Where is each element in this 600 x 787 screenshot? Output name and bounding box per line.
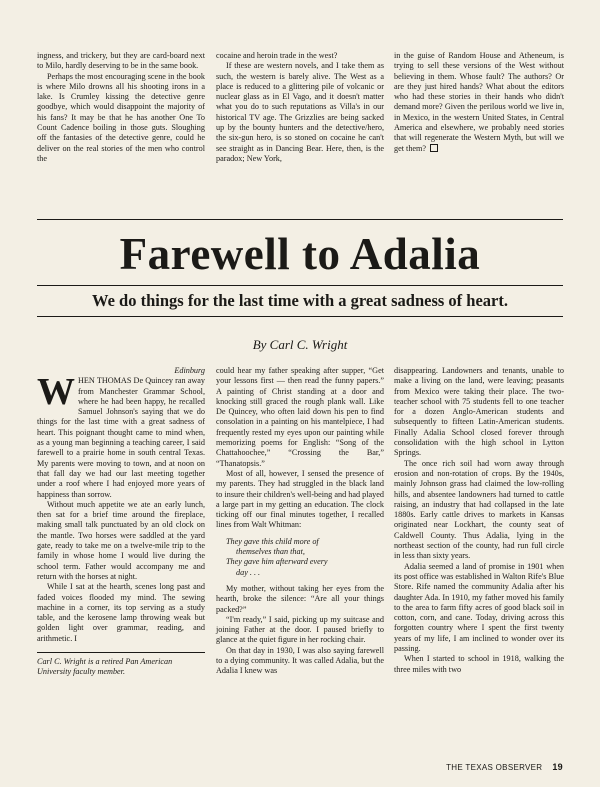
article-column-2 [216,366,384,677]
top-column-1 [37,51,205,164]
paragraph: “I'm ready,” I said, picking up my suitcase and joining Father at the door. I paused briefly to glance at the quiet figure in her rocking chair. [216,614,384,645]
poem-line: themselves than that, [236,547,305,557]
article-byline: By Carl C. Wright [252,337,348,352]
top-column-3 [394,51,564,154]
page-footer [446,762,563,772]
paragraph: While I sat at the hearth, scenes long past and faded voices flooded my mind. The sewing machine in a corner, its top serving as a study table, and the kerosene lamp throwing weak but golden light over grammar, reading, and arithmetic. I [37,582,205,643]
poem-line: They gave this child more of [226,536,319,546]
paragraph: If these are western novels, and I take them as such, the western is barely alive. The West as a place is reduced to a glittering pile of volcanic or nuclear glass as in El Vago, and it doesn't matter what you do to such reputations as Villa's in our historical TV age. The Grizzlies are being sacked up by the bounty hunters and the detective/hero, the six-gun hero, is so stoned on cocaine he can't see straight as in Dancing Bear. Here, then, is the paradox; New York, [216,61,384,163]
poem-line: They gave him afterward every [226,557,328,567]
paragraph: cocaine and heroin trade in the west? [216,51,338,60]
poem-quote [226,537,384,578]
paragraph: could hear my father speaking after supper, “Get your lessons first — then read the funny papers.” A painting of Christ standing at a door and knocking still graced the rough plank wall. Like De Quincey, who often laid down his pen to find consolation in a painting on his mantelpiece, I had frequently rested my eyes upon our painting while memorizing poems for English: “Song of the Chattahoochee,” “Crossing the Bar,” “Thanatopsis.” [216,366,384,468]
drop-cap: W [37,371,75,414]
lead-text: HEN THOMAS De Quincey ran away from Manchester Grammar School, where he had been happy, he recalled Samuel Johnson's saying that we do things for the last time with a great sadness of heart. This poignant thought came to mind when, as a young man beginning a teaching career, I said farewell to a prairie home in south central Texas. My parents were moving to town, and at noon on that fall day we had our last meeting together under a roof where I had enjoyed more years of happiness than sorrow. [37,376,205,499]
divider [37,652,205,653]
paragraph-text: in the guise of Random House and Atheneum, is trying to sell these versions of the West without believing in them. Whose fault? The authors? Or are they just hired hands? What about the editors who had these stories in their hands who didn't demand more? Given the perilous world we live in, in Mexico, in the western United States, in Central America and elsewhere, we probably need stories that will regenerate the Western Myth, but will we get them? [394,51,564,153]
page-number: 19 [552,762,563,772]
paragraph: Perhaps the most encouraging scene in the book is where Milo drowns all his shooting irons in a lake. Is Crumley kissing the detective genre goodbye, which would disappoint the majority of his fans? It may be that he has another One To Count Cadence boiling in those guts. Sloughing off the fantasies of the detective genre, could he deliver on the real stories of the men who control the [37,71,205,163]
paragraph: Adalia seemed a land of promise in 1901 when its post office was established in Walton Rife's Blue Store. Rife named the community Adalia after his daughter Ada. In 1910, my father moved his family to the area to farm fifty acres of good black soil in cotton, corn, and cane. Today, driving across this forgotten country where I spent the first twenty years of my life, I am inclined to wonder over its passing. [394,561,564,654]
publication-name: THE TEXAS OBSERVER [446,763,543,772]
end-mark-icon [430,144,438,152]
poem-line: day . . . [236,567,261,577]
paragraph: ingness, and trickery, but they are card-board next to Milo, hardly deserving to be in the same book. [37,51,205,71]
divider [37,316,563,317]
article-column-3 [394,366,564,675]
divider [37,285,563,286]
paragraph: Most of all, however, I sensed the presence of my parents. They had struggled in the black land to insure their children's well-being and had played a large part in my getting an education. The clock ticking off our final minutes together, I recalled lines from Walt Whitman: [216,468,384,530]
article-headline: Farewell to Adalia [119,229,481,279]
lead-paragraph [37,371,205,500]
dateline: Edinburg [174,366,205,375]
top-column-2 [216,51,384,164]
divider [37,219,563,220]
paragraph: The once rich soil had worn away through erosion and non-rotation of crops. By the 1940s, mainly Johnson grass had claimed the low-rolling hills, and absentee landowners had turned to cattle raising, an industry that had collapsed in the late 1880s. Early cattle drives to markets in Kansas originated near Lockhart, the county seat of Caldwell County. Thus Adalia, lying in the northeast section of the county, had run full circle in less than sixty years. [394,458,564,561]
paragraph: On that day in 1930, I was also saying farewell to a dying community. It was called Adalia, but the Adalia I knew was [216,645,384,676]
paragraph: My mother, without taking her eyes from the hearth, broke the silence: “Are all your things packed?” [216,583,384,614]
author-bio: Carl C. Wright is a retired Pan American University faculty member. [37,657,173,677]
paragraph: disappearing. Landowners and tenants, unable to make a living on the land, were leaving; peasants from Mexico were taking their place. The two-teacher school with 75 students fell to one teacher for a dozen Anglo-American students and subsequently to fifteen Latin-American students. Finally Adalia School closed forever through consolidation with the high school in Lytton Springs. [394,366,564,458]
article-subhead: We do things for the last time with a great sadness of heart. [92,291,508,310]
article-column-1 [37,366,205,678]
paragraph: When I started to school in 1918, walking the three miles with two [394,654,564,674]
paragraph: Without much appetite we ate an early lunch, then sat for a brief time around the fireplace, making small talk punctuated by an old clock on the mantle. Two horses were saddled at the yard gate, ready to take me on a twelve-mile trip to the family in whose home I would live during the school term. Father would accompany me and return with the horses at night. [37,499,205,581]
paragraph [394,51,564,154]
